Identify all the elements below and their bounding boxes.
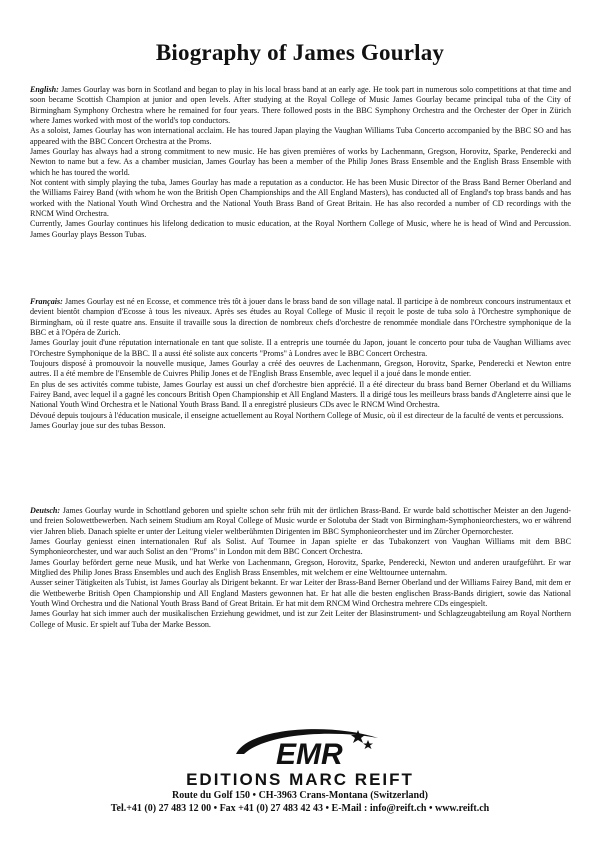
- paragraph-text: James Gourlay wurde in Schottland geboren und spielte schon sehr früh mit der örtlichen Brass-Band. Er wurde bald schottischer Meister an den Jugend- und freien Solowettbewerben. Nach seinem Studium am Royal College of Music wurde er Solotuba der Stadt von Birmingham-Symphonieorchesters, wo er während vier Jahren blieb. Danach spielte er unter der Leitung vieler weltberühmten Dirigenten im BBC Symphonieorchester und im Zürcher Opernorchester.: [30, 506, 571, 536]
- english-paragraph: Currently, James Gourlay continues his lifelong dedication to music education, at the Royal Northern College of Music, where he is head of Wind and Percussion. James Gourlay plays Besson Tubas.: [30, 219, 571, 239]
- publisher-name: EDITIONS MARC REIFT: [186, 770, 414, 789]
- french-paragraph: Toujours disposé à promouvoir la nouvelle musique, James Gourlay a créé des oeuvres de Lachenmann, Gregson, Horovitz, Sparke, Penderecki et Newton entre autres. Il a été membre de l'Ensemble de Cuivres Philip Jones et de l'English Brass Ensemble, avec lequel il a joué dans le monde entier.: [30, 359, 571, 379]
- french-paragraph: James Gourlay joue sur des tubas Besson.: [30, 421, 166, 431]
- english-paragraph: Not content with simply playing the tuba, James Gourlay has made a reputation as a conductor. He has been Music Director of the Brass Band Berner Oberland and the Williams Fairey Band (with whom he won the British Open Championships and the All England Masters), has conducted all of England's top brass bands and has worked with the National Youth Wind Orchestra and the National Youth Brass Band of Great Britain. He has also recorded a number of CD recordings with the RNCM Wind Orchestra.: [30, 178, 571, 219]
- french-section: [30, 297, 571, 431]
- french-paragraph: En plus de ses activités comme tubiste, James Gourlay est aussi un chef d'orchestre bien apprécié. Il a été directeur du brass band Berner Oberland et du Williams Fairey Band, avec lequel il a gagné les concours British Open Championship et All England Masters. Il a dirigé tous les meilleurs brass bands d'Angleterre ainsi que le National Youth Wind Orchestra et le National Youth Brass Band. Il a enregistré plusieurs CDs avec le RNCM Wind Orchestra.: [30, 379, 571, 410]
- german-paragraph: James Gourlay hat sich immer auch der musikalischen Erziehung gewidmet, und ist zur Zeit Leiter der Blasinstrument- und Schlagzeugabteilung am Royal Northern College of Music. Er spielt auf Tuba der Marke Besson.: [30, 609, 571, 629]
- emr-logo-text: EMR: [276, 738, 343, 771]
- paragraph-text: James Gourlay was born in Scotland and began to play in his local brass band at an early age. He took part in numerous solo competitions at that time and soon became Scottish Champion at junior and open levels. After studying at the Royal College of Music James Gourlay became principal tuba of the City of Birmingham Symphony Orchestra where he remained for four years. There followed posts in the BBC Symphony Orchestra and the Orchester der Oper in Zürich where James worked with most of the world's top conductors.: [30, 85, 571, 126]
- german-paragraph: James Gourlay geniesst einen internationalen Ruf als Solist. Auf Tournee in Japan spielte er das Tubakonzert von Vaughan Williams mit dem BBC Symphonieorchester, und war auch Solist an den "Proms" in London mit dem BBC Concert Orchestra.: [30, 537, 571, 557]
- english-paragraph: James Gourlay has always had a strong commitment to new music. He has given premières of works by Lachenmann, Gregson, Horovitz, Sparke, Penderecki and Newton to name but a few. As a chamber musician, James Gourlay has been a member of the Philip Jones Brass Ensemble and the English Brass Ensemble with which he has toured the world.: [30, 147, 571, 177]
- german-paragraph: Ausser seiner Tätigkeiten als Tubist, ist James Gourlay als Dirigent bekannt. Er war Leiter der Brass-Band Berner Oberland und der Williams Fairey Band, mit dem er die Wettbewerbe British Open Championship und All England Masters gewonnen hat. Er hat alle die besten englischen Brass-Bands dirigiert, sowie das National Youth Wind Orchestra und die National Youth Brass Band of Great Britain. Er hat mit dem RNCM Wind Orchestra mehrere CDs eingespielt.: [30, 578, 571, 609]
- german-paragraph: James Gourlay befördert gerne neue Musik, und hat Werke von Lachenmann, Gregson, Horovitz, Sparke, Penderecki, Newton und anderen uraufgeführt. Er war Mitglied des Philip Jones Brass Ensembles und auch des English Brass Ensembles, mit welchem er eine Welttournee unternahm.: [30, 557, 571, 578]
- french-paragraph: Dévoué depuis toujours à l'éducation musicale, il enseigne actuellement au Royal Northern College of Music, où il est directeur de la faculté de vents et percussions.: [30, 410, 564, 420]
- publisher-contact: Tel.+41 (0) 27 483 12 00 • Fax +41 (0) 27 483 42 43 • E-Mail : info@reift.ch • www.reift.ch: [110, 803, 490, 814]
- german-paragraph: [30, 506, 571, 537]
- french-label: Français:: [30, 297, 63, 306]
- german-label: Deutsch:: [30, 506, 61, 515]
- english-paragraph: As a soloist, James Gourlay has won international acclaim. He has toured Japan playing the Vaughan Williams Tuba Concerto accompanied by the BBC SO and has appeared with the BBC Concert Orchestra at the Proms.: [30, 126, 571, 146]
- french-paragraph: James Gourlay jouit d'une réputation internationale en tant que soliste. Il a entrepris une tournée du Japon, jouant le concerto pour tuba de Vaughan Williams avec l'Orchestre Symphonique de la BBC. Il a aussi été soliste aux concerts "Proms" à Londres avec le BBC Concert Orchestra.: [30, 338, 571, 358]
- page-title: Biography of James Gourlay: [155, 40, 445, 65]
- english-label: English:: [30, 85, 59, 94]
- english-section: [30, 85, 571, 240]
- french-paragraph: [30, 297, 571, 338]
- publisher-footer: [0, 724, 600, 844]
- publisher-address: Route du Golf 150 • CH-3963 Crans-Montana (Switzerland): [172, 790, 428, 801]
- german-section: [30, 506, 571, 630]
- english-paragraph: [30, 85, 571, 126]
- emr-logo: [218, 724, 388, 772]
- paragraph-text: James Gourlay est né en Ecosse, et commence très tôt à jouer dans le brass band de son village natal. Il participe à de nombreux concours instrumentaux et devient bientôt champion d'Ecosse à tous les niveaux. Après ses études au Royal College of Music il reçoit le poste de tuba solo à l'Orchestre symphonique de Birmingham, où il reste quatre ans. Ensuite il travaille sous la direction de nombreux chefs d'orchestre de renommée mondiale dans l'Orchestre symphonique de la BBC et à l'Opéra de Zurich.: [30, 297, 571, 338]
